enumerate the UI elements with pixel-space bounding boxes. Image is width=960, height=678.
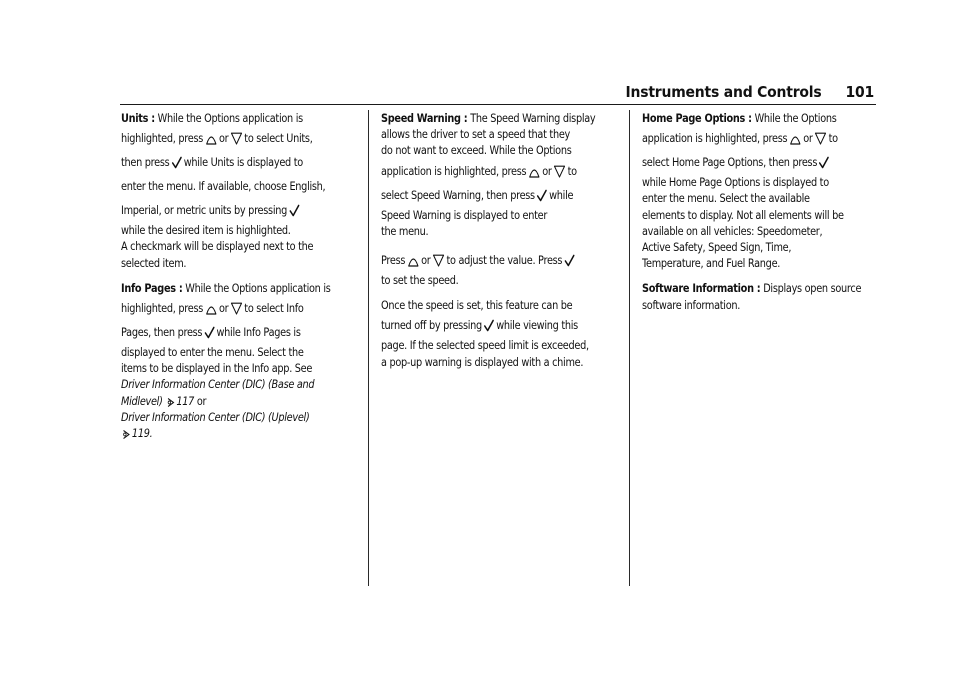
- text: or: [803, 131, 813, 146]
- text: application is highlighted, press: [642, 131, 788, 146]
- column-3: [642, 110, 883, 322]
- text: While the Options: [754, 111, 837, 125]
- thumbwheel-up-icon: [789, 132, 802, 145]
- text: Press: [381, 253, 406, 268]
- text: while Home Page Options is displayed to: [642, 175, 829, 190]
- thumbwheel-down-icon: [432, 254, 445, 267]
- text: the menu.: [381, 223, 429, 238]
- page-reference-icon: [123, 429, 131, 440]
- text: allows the driver to set a speed that they: [381, 127, 570, 142]
- text: Active Safety, Speed Sign, Time,: [642, 240, 792, 255]
- dic-base-midlevel-link-cont[interactable]: Midlevel): [121, 393, 163, 408]
- thumbwheel-up-icon: [205, 132, 218, 145]
- thumbwheel-up-icon: [407, 254, 420, 267]
- dic-base-midlevel-link[interactable]: Driver Information Center (DIC) (Base and: [121, 377, 315, 392]
- text: enter the menu. If available, choose English,: [121, 179, 326, 194]
- home-page-options-term: Home Page Options :: [642, 111, 752, 125]
- column-divider-2: [629, 110, 630, 586]
- text: application is highlighted, press: [381, 163, 527, 178]
- text: select Speed Warning, then press: [381, 187, 535, 202]
- thumbwheel-up-icon: [528, 165, 541, 178]
- page-ref-119[interactable]: 119.: [131, 426, 153, 441]
- thumbwheel-down-icon: [814, 132, 827, 145]
- text: Pages, then press: [121, 325, 203, 340]
- text: to select Info: [244, 301, 304, 316]
- info-pages-term: Info Pages :: [121, 280, 183, 295]
- text: Displays open source: [763, 281, 862, 296]
- checkmark-select-icon: [171, 156, 182, 169]
- text: page. If the selected speed limit is exceeded,: [381, 338, 589, 353]
- text: to: [567, 163, 577, 178]
- text: Imperial, or metric units by pressing: [121, 203, 288, 218]
- text: highlighted, press: [121, 301, 204, 316]
- text: to select Units,: [244, 131, 313, 146]
- once-entry: [381, 297, 620, 370]
- text: select Home Page Options, then press: [642, 155, 818, 170]
- text: A checkmark will be displayed next to the: [121, 239, 314, 254]
- speed-warning-term: Speed Warning :: [381, 111, 468, 125]
- section-title: Instruments and Controls: [625, 83, 822, 101]
- text: then press: [121, 155, 170, 170]
- text: Speed Warning is displayed to enter: [381, 207, 548, 222]
- text: Temperature, and Fuel Range.: [642, 256, 781, 271]
- text: do not want to exceed. While the Options: [381, 143, 572, 158]
- dic-uplevel-link[interactable]: Driver Information Center (DIC) (Uplevel): [121, 409, 310, 424]
- text: software information.: [642, 297, 741, 312]
- text: while Units is displayed to: [183, 155, 303, 170]
- thumbwheel-down-icon: [230, 132, 243, 145]
- text: while: [549, 187, 574, 202]
- text: displayed to enter the menu. Select the: [121, 345, 304, 360]
- text: or: [218, 131, 229, 146]
- text: Once the speed is set, this feature can be: [381, 298, 573, 313]
- press-entry: [381, 248, 620, 288]
- checkmark-select-icon: [289, 204, 300, 217]
- text: to adjust the value. Press: [446, 253, 563, 268]
- text: elements to display. Not all elements will be: [642, 207, 844, 222]
- column-divider-1: [368, 110, 369, 586]
- text: enter the menu. Select the available: [642, 191, 810, 206]
- text: to set the speed.: [381, 273, 459, 288]
- text: The Speed Warning display: [470, 111, 596, 125]
- software-information-entry: [642, 280, 883, 312]
- home-page-options-entry: [642, 110, 883, 271]
- page-ref-117[interactable]: 117: [176, 393, 195, 408]
- text: selected item.: [121, 255, 187, 270]
- units-entry: [121, 110, 360, 271]
- text: items to be displayed in the Info app. See: [121, 361, 313, 376]
- text: a pop-up warning is displayed with a chime.: [381, 354, 584, 369]
- page-reference-icon: [167, 397, 175, 408]
- text: to: [828, 131, 838, 146]
- text: or: [196, 393, 207, 408]
- text: while viewing this: [496, 318, 578, 333]
- text: while Info Pages is: [216, 325, 301, 340]
- text: While the Options application is: [157, 111, 303, 125]
- text: or: [218, 301, 229, 316]
- checkmark-select-icon: [484, 319, 495, 332]
- checkmark-select-icon: [204, 326, 215, 339]
- checkmark-select-icon: [537, 189, 548, 202]
- checkmark-select-icon: [564, 254, 575, 267]
- info-pages-entry: [121, 280, 360, 441]
- page-header: [626, 83, 874, 101]
- text: turned off by pressing: [381, 318, 482, 333]
- header-rule: [120, 104, 876, 105]
- column-1: [121, 110, 360, 450]
- software-information-term: Software Information :: [642, 281, 761, 296]
- thumbwheel-down-icon: [230, 302, 243, 315]
- page-number: 101: [845, 83, 874, 101]
- column-2: [381, 110, 620, 379]
- speed-warning-entry: [381, 110, 620, 239]
- text: highlighted, press: [121, 131, 204, 146]
- thumbwheel-down-icon: [553, 165, 566, 178]
- text: available on all vehicles: Speedometer,: [642, 223, 823, 238]
- thumbwheel-up-icon: [205, 302, 218, 315]
- text: or: [421, 253, 431, 268]
- text: While the Options application is: [185, 280, 331, 295]
- text: while the desired item is highlighted.: [121, 223, 291, 238]
- units-term: Units :: [121, 111, 155, 125]
- checkmark-select-icon: [819, 156, 830, 169]
- text: or: [542, 163, 552, 178]
